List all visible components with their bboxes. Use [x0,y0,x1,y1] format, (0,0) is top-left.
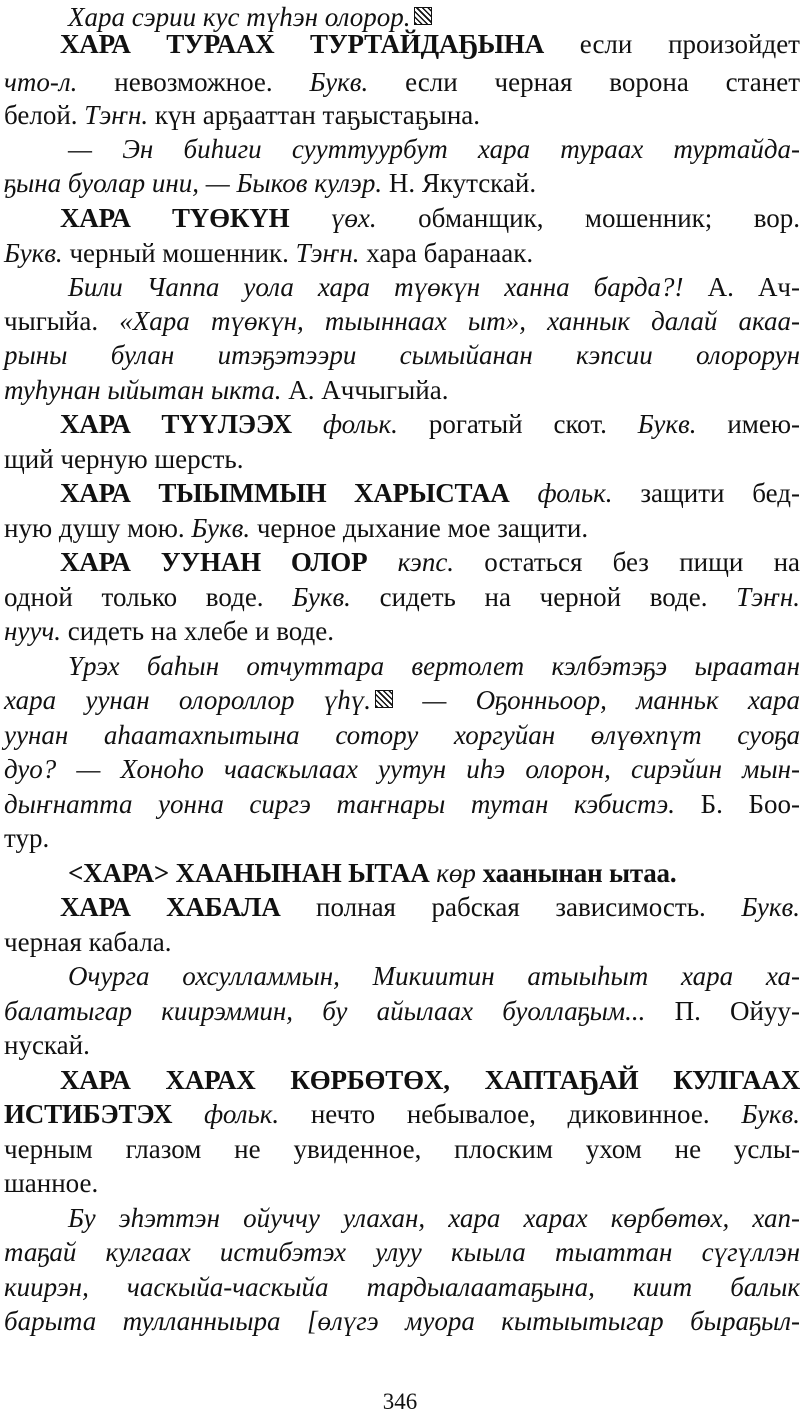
headword: ХАРА ТҮҮЛЭЭХ [60,409,292,439]
hatched-square-icon [375,690,393,708]
example-line: дыҥнатта уонна сиргэ таҥнары тутан кэбистэ. Б. Боо- [4,789,800,819]
headword: ХАРА ТЫЫММЫН ХАРЫСТАА [60,478,510,508]
entry-headword-line: ХАРА УУНАН ОЛОР кэпс. остаться без пищи на [60,547,800,577]
example-line: Очурга охсулламмын, Микиитин атыыһыт хара ха- [68,961,800,991]
entry-headword-line [60,1063,800,1097]
entry-headword-line: ХАРА ТҮҮЛЭЭХ фольк. рогатый скот. Букв. имею- [60,409,800,439]
example-line: таҕай кулгаах истибэтэх улуу кыыла тыаттан сүгүллэн [4,1237,800,1267]
example-line: Бу эһэттэн ойуччу улахан, хара харах көрбөтөх, хап- [68,1203,800,1233]
entry-line: ИСТИБЭТЭХ фольк. нечто небывалое, диковинное. Букв. [4,1099,800,1129]
headword: <ХАРА> ХААНЫНАН ЫТАА [68,858,430,888]
example-line: дуо? — Хоноһо чаасҝылаах уутун иһэ олорон, сирэйин мын- [4,754,800,784]
example-line: тур. [4,823,50,853]
example-line: чыгыйа. «Хара түөкүн, тыыннаах ыт», ханнык далай акаа- [4,306,800,336]
entry-line: шанное. [4,1168,99,1198]
entry-line: нууч. сидеть на хлебе и воде. [4,616,334,646]
example-line: киирэн, часкыйа-часкыйа тардыалаатаҕына, киит балык [4,1272,800,1302]
example-line: Үрэх баһын отчуттара вертолет кэлбэтэҕэ ыраатан [68,651,800,681]
headword: ХАРА ХАРАХ КӨРБӨТӨХ, ХАПТАҔАЙ КУЛГААХ [60,1065,800,1095]
entry-headword-line: ХАРА ТҮӨКҮН үөх. обманщик, мошенник; вор. [60,203,800,233]
headword: ХАРА ТҮӨКҮН [60,203,290,233]
example-line: хара уунан олороллор үһү. — Оҕонньоор, манньк хара [4,685,800,715]
example-line: рыны булан итэҕэтээри сымыйанан кэпсии олорорун [4,340,800,370]
page-number: 346 [382,1389,418,1414]
entry-headword-line: ХАРА ХАБАЛА полная рабская зависимость. Букв. [60,892,800,922]
entry-line: одной только воде. Букв. сидеть на черной воде. Тэҥн. [4,582,800,612]
entry-headword-line: <ХАРА> ХААНЫНАН ЫТАА көр хаанынан ытаа. [68,858,677,888]
hatched-square-icon [414,7,432,25]
example-line: нускай. [4,1030,90,1060]
headword: ХАРА ТУРААХ ТУРТАЙДАҔЫНА [60,29,545,59]
headword: ИСТИБЭТЭХ [4,1099,173,1129]
entry-line: черным глазом не увиденное, плоским ухом не услы- [4,1134,800,1164]
example-line: ҕына буолар ини, — Быков кулэр. Н. Якутскай. [4,168,537,198]
entry-line: черная кабала. [4,927,172,957]
example-line: Били Чаппа уола хара түөкүн ханна барда?! А. Ач- [68,272,800,302]
headword: ХАРА ХАБАЛА [60,892,281,922]
example-line: туһунан ыйытан ыкта. А. Аччыгыйа. [4,375,449,405]
example-line: балатыгар киирэммин, бу айылаах буоллаҕым... П. Ойуу- [4,996,800,1026]
example-line: Хара сэрии кус түһэн олорор. [68,0,800,34]
entry-line: щий черную шерсть. [4,444,244,474]
example-line: — Эн биһиги сууттуурбут хара тураах туртайда- [68,134,800,164]
example-line: уунан аһаатахпытына сотору хоргуйан өлүөхпүт суоҕа [4,720,800,750]
entry-line: белой. Тэҥн. күн арҕааттан таҕыстаҕына. [4,100,481,130]
entry-line: что-л. невозможное. Букв. если черная ворона станет [4,67,800,97]
entry-headword-line: ХАРА ТУРААХ ТУРТАЙДАҔЫНА если произойдет [60,29,800,59]
example-line: барыта тулланныыра [өлүгэ муора кытыытыгар быраҕыл- [4,1306,800,1336]
entry-line: ную душу мою. Букв. черное дыхание мое защити. [4,513,589,543]
entry-line: Букв. черный мошенник. Тэҥн. хара баранаак. [4,238,534,268]
entry-headword-line: ХАРА ТЫЫММЫН ХАРЫСТАА фольк. защити бед- [60,478,800,508]
headword: ХАРА УУНАН ОЛОР [60,547,368,577]
